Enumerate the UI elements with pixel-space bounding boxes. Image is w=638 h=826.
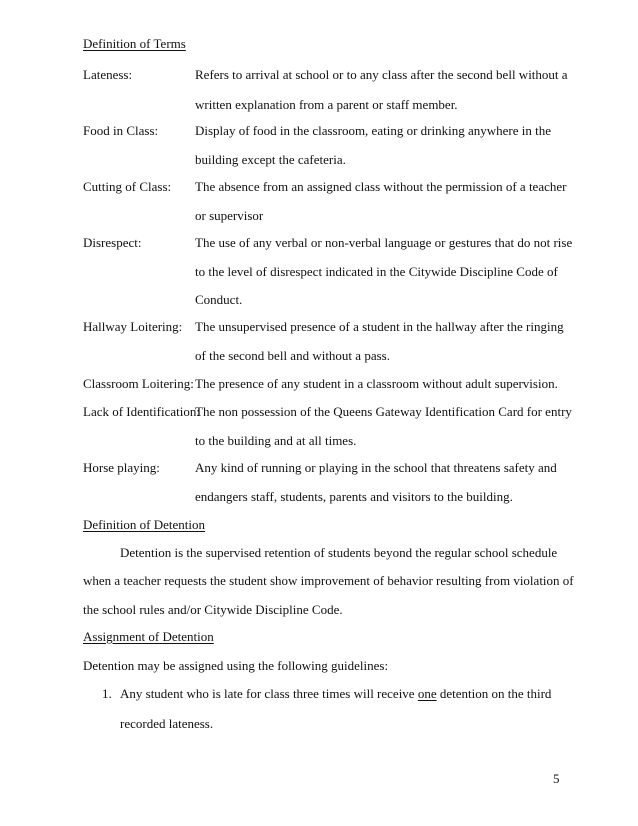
definition-line: The presence of any student in a classroom without adult supervision.: [195, 376, 558, 391]
definition-line: The unsupervised presence of a student in the hallway after the ringing: [195, 319, 564, 334]
definition-line: of the second bell and without a pass.: [195, 348, 390, 363]
heading-assignment-of-detention: Assignment of Detention: [83, 629, 214, 644]
term-food-in-class: Food in Class:: [83, 123, 159, 138]
definition-line: endangers staff, students, parents and visitors to the building.: [195, 489, 513, 504]
list-item-text: Any student who is late for class three times will receive: [120, 686, 418, 701]
list-item-text: detention on the third: [436, 686, 552, 701]
definition-line: The absence from an assigned class without the permission of a teacher: [195, 179, 567, 194]
definition-line: to the building and at all times.: [195, 433, 357, 448]
list-item-line: [120, 686, 551, 702]
definition-line: to the level of disrespect indicated in the Citywide Discipline Code of: [195, 264, 558, 279]
term-horse-playing: Horse playing:: [83, 460, 160, 475]
list-item-emphasis: one: [417, 686, 437, 701]
term-hallway-loitering: Hallway Loitering:: [83, 319, 183, 334]
heading-definition-of-terms: Definition of Terms: [83, 36, 186, 51]
definition-line: The non possession of the Queens Gateway Identification Card for entry: [195, 404, 572, 419]
list-item-number: 1.: [102, 686, 112, 701]
term-cutting-of-class: Cutting of Class:: [83, 179, 172, 194]
term-disrespect: Disrespect:: [83, 235, 142, 250]
definition-line: Conduct.: [195, 292, 243, 307]
definition-line: or supervisor: [195, 208, 264, 223]
assignment-intro: Detention may be assigned using the following guidelines:: [83, 658, 389, 673]
term-lack-of-identification: Lack of Identification:: [83, 404, 200, 419]
paragraph-line: the school rules and/or Citywide Discipline Code.: [83, 602, 343, 617]
definition-line: Any kind of running or playing in the school that threatens safety and: [195, 460, 557, 475]
paragraph-line: when a teacher requests the student show improvement of behavior resulting from violation of: [83, 573, 574, 588]
paragraph-line: Detention is the supervised retention of students beyond the regular school schedule: [120, 545, 558, 560]
definition-line: written explanation from a parent or staff member.: [195, 97, 458, 112]
list-item-line: recorded lateness.: [120, 716, 214, 731]
definition-line: The use of any verbal or non-verbal language or gestures that do not rise: [195, 235, 573, 250]
heading-definition-of-detention: Definition of Detention: [83, 517, 206, 532]
page-number: 5: [553, 771, 560, 786]
definition-line: Refers to arrival at school or to any class after the second bell without a: [195, 67, 568, 82]
definition-line: building except the cafeteria.: [195, 152, 346, 167]
term-classroom-loitering: Classroom Loitering:: [83, 376, 194, 391]
term-lateness: Lateness:: [83, 67, 133, 82]
definition-line: Display of food in the classroom, eating or drinking anywhere in the: [195, 123, 551, 138]
